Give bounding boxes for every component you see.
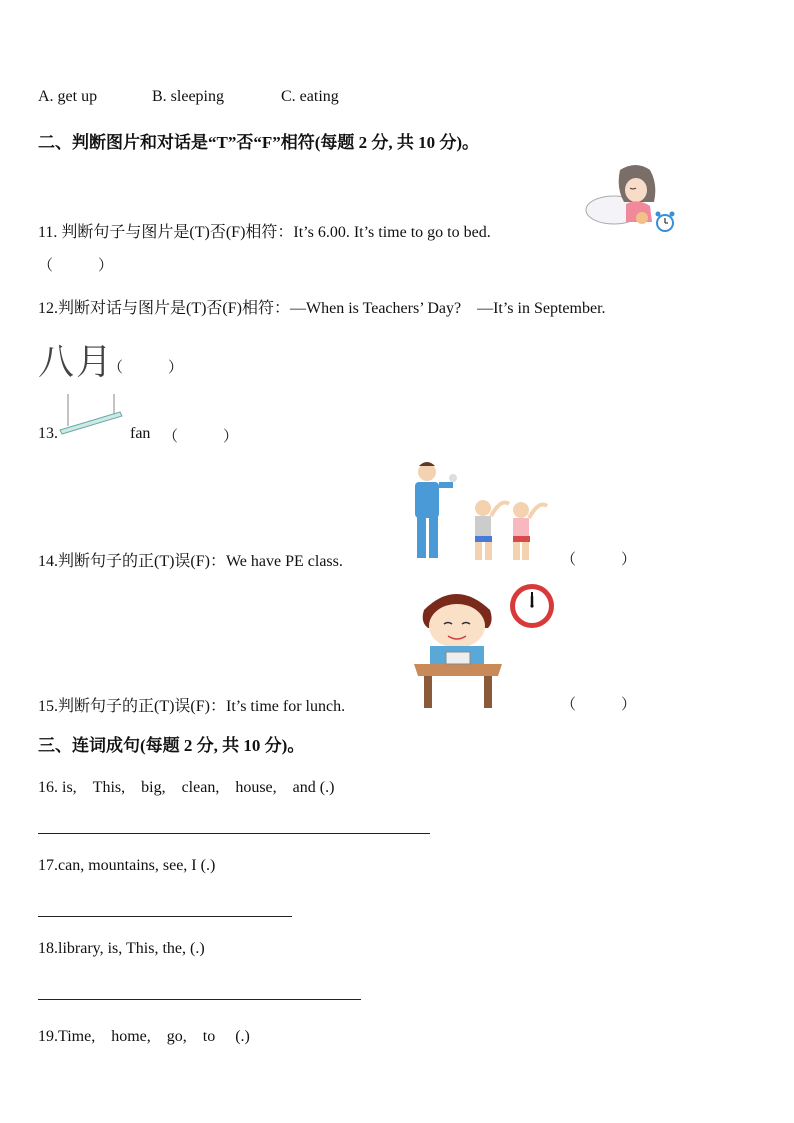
answer-blank-15[interactable]: （ ） (561, 697, 637, 713)
fluorescent-lamp-illustration (58, 392, 124, 440)
answer-blank-14[interactable]: （ ） (561, 552, 637, 568)
section-2-heading: 二、判断图片和对话是“T”否“F”相符(每题 2 分, 共 10 分)。 (38, 133, 480, 152)
boy-eating-lunch-illustration (410, 582, 506, 710)
section-3-heading: 三、连词成句(每题 2 分, 共 10 分)。 (38, 736, 305, 755)
question-13-word: fan (130, 425, 151, 442)
option-b: B. sleeping (152, 88, 224, 105)
question-16: 16. is, This, big, clean, house, and (.) (38, 779, 335, 796)
option-a: A. get up (38, 88, 98, 105)
answer-blank-13[interactable]: （ ） (163, 429, 239, 445)
august-calendar-text: 八月 (38, 342, 115, 383)
answer-blank-11[interactable]: （ ） (38, 258, 114, 274)
question-14: 14.判断句子的正(T)误(F)：We have PE class. (38, 553, 343, 570)
answer-line-18[interactable] (38, 999, 361, 1000)
answer-line-17[interactable] (38, 916, 292, 917)
question-18: 18.library, is, This, the, (.) (38, 940, 205, 957)
question-17: 17.can, mountains, see, I (.) (38, 857, 216, 874)
question-15: 15.判断句子的正(T)误(F)：It’s time for lunch. (38, 698, 346, 715)
question-19: 19.Time, home, go, to (.) (38, 1028, 250, 1045)
question-11: 11. 判断句子与图片是(T)否(F)相符：It’s 6.00. It’s time to go to bed. (38, 224, 491, 241)
wall-clock-icon (508, 582, 556, 630)
answer-line-16[interactable] (38, 833, 430, 834)
answer-blank-12[interactable]: （ ） (108, 360, 184, 376)
option-c: C. eating (281, 88, 339, 105)
question-13-number: 13. (38, 425, 58, 442)
alarm-clock-icon (654, 210, 676, 234)
question-12: 12.判断对话与图片是(T)否(F)相符：—When is Teachers’ Day? —It’s in September. (38, 300, 606, 317)
pe-class-illustration (405, 458, 555, 566)
